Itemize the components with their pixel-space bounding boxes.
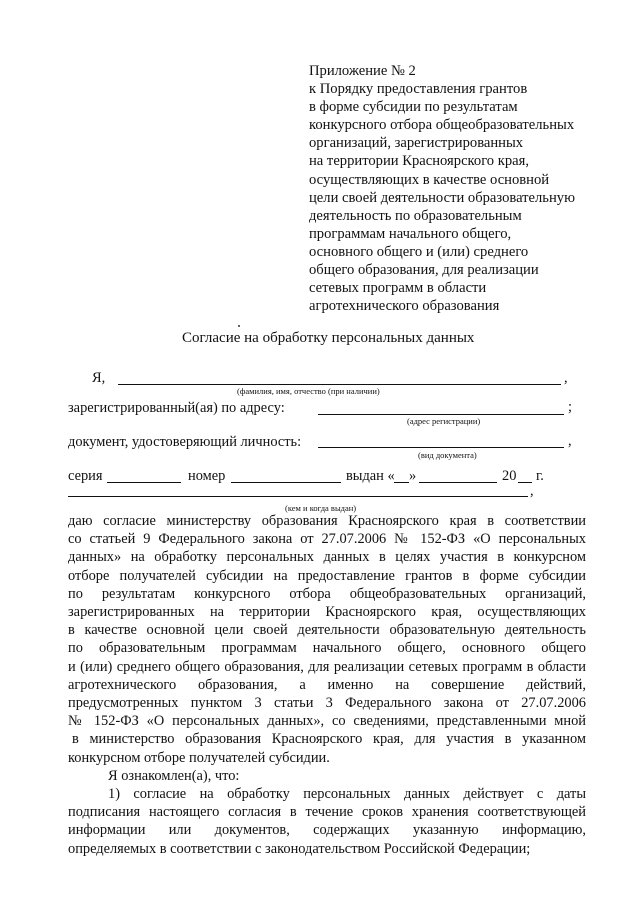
acknowledge-line: Я ознакомлен(а), что: xyxy=(108,767,240,784)
appendix-line: сетевых программ в области xyxy=(309,280,487,297)
body-line: со статьей 9 Федерального закона от 27.07.2006 № 152-ФЗ «О персональных xyxy=(68,531,586,548)
body-line: даю согласие министерству образования Красноярского края в соответствии xyxy=(68,513,586,529)
appendix-line: Приложение № 2 xyxy=(309,63,416,79)
fio-comma: , xyxy=(564,370,568,386)
issued-quote: » xyxy=(409,468,417,484)
number-field[interactable] xyxy=(231,482,341,483)
body-line: подписания настоящего согласия в течение сроков хранения соответствующей xyxy=(68,804,586,821)
appendix-line: к Порядку предоставления грантов xyxy=(309,81,528,98)
fio-field[interactable] xyxy=(118,384,561,385)
issue-month-field[interactable] xyxy=(419,482,497,483)
address-label: зарегистрированный(ая) по адресу: xyxy=(68,400,285,416)
appendix-line: организаций, зарегистрированных xyxy=(309,135,524,152)
consent-body xyxy=(68,512,586,858)
series-label: серия xyxy=(68,468,103,484)
issue-day-field[interactable] xyxy=(394,482,409,483)
document-comma: , xyxy=(568,433,572,449)
address-field[interactable] xyxy=(318,414,564,415)
appendix-line: деятельность по образовательным xyxy=(309,207,522,224)
appendix-line: в форме субсидии по результатам xyxy=(309,99,518,116)
address-semicolon: ; xyxy=(568,399,572,415)
issued-by-comma: , xyxy=(530,483,534,499)
year-suffix: г. xyxy=(536,468,544,484)
issued-by-field[interactable] xyxy=(68,496,528,497)
body-line: и (или) среднего общего образования, для реализации сетевых программ в области xyxy=(68,658,586,675)
appendix-line: общего образования, для реализации xyxy=(309,262,539,279)
document-label: документ, удостоверяющий личность: xyxy=(68,434,302,450)
appendix-line: цели своей деятельности образовательную xyxy=(309,189,575,206)
appendix-header xyxy=(309,62,609,315)
issued-label: выдан « xyxy=(346,468,395,484)
body-line: 1) согласие на обработку персональных данных действует с даты xyxy=(108,786,586,803)
body-line: по результатам конкурсного отбора общеобразовательных организаций, xyxy=(68,585,586,602)
body-line: агротехнического образования, а именно на совершение действий, xyxy=(68,676,586,693)
body-line: информации или документов, содержащих указанную информацию, xyxy=(68,822,586,839)
document-hint: (вид документа) xyxy=(418,450,477,460)
number-label: номер xyxy=(188,468,226,484)
ya-label: Я, xyxy=(92,370,106,386)
appendix-line: на территории Красноярского края, xyxy=(309,153,529,170)
body-line: в качестве основной цели своей деятельности образовательную деятельность xyxy=(68,622,586,639)
address-hint: (адрес регистрации) xyxy=(407,416,481,426)
body-line: данных» на обработку персональных данных в целях участия в конкурсном xyxy=(68,549,586,566)
document-title: Согласие на обработку персональных данных xyxy=(182,330,475,346)
body-line: № 152-ФЗ «О персональных данных», со сведениями, представленными мной xyxy=(68,713,586,730)
appendix-line: конкурсного отбора общеобразовательных xyxy=(309,117,575,134)
appendix-line: основного общего и (или) среднего xyxy=(309,243,529,260)
body-line: в министерство образования Красноярского края, для участия в указанном xyxy=(72,731,586,748)
appendix-line: программам начального общего, xyxy=(309,225,512,242)
body-line: конкурсном отборе получателей субсидии. xyxy=(68,749,330,766)
issued-by-hint: (кем и когда выдан) xyxy=(285,503,357,513)
series-field[interactable] xyxy=(107,482,181,483)
appendix-line: осуществляющих в качестве основной xyxy=(309,171,550,188)
body-line: по образовательным программам начального общего, основного общего xyxy=(68,640,586,657)
year-prefix: 20 xyxy=(502,468,517,484)
body-line: предусмотренных пунктом 3 статьи 3 Федерального закона от 27.07.2006 xyxy=(68,695,586,712)
body-line: определяемых в соответствии с законодательством Российской Федерации; xyxy=(68,840,531,857)
appendix-line: агротехнического образования xyxy=(309,298,500,315)
body-line: отборе получателей субсидии на предоставление грантов в форме субсидии xyxy=(68,567,586,584)
scan-speck xyxy=(238,325,240,327)
body-line: зарегистрированных на территории Красноярского края, осуществляющих xyxy=(68,604,586,621)
fio-hint: (фамилия, имя, отчество (при наличии) xyxy=(237,386,380,396)
document-type-field[interactable] xyxy=(318,447,564,448)
